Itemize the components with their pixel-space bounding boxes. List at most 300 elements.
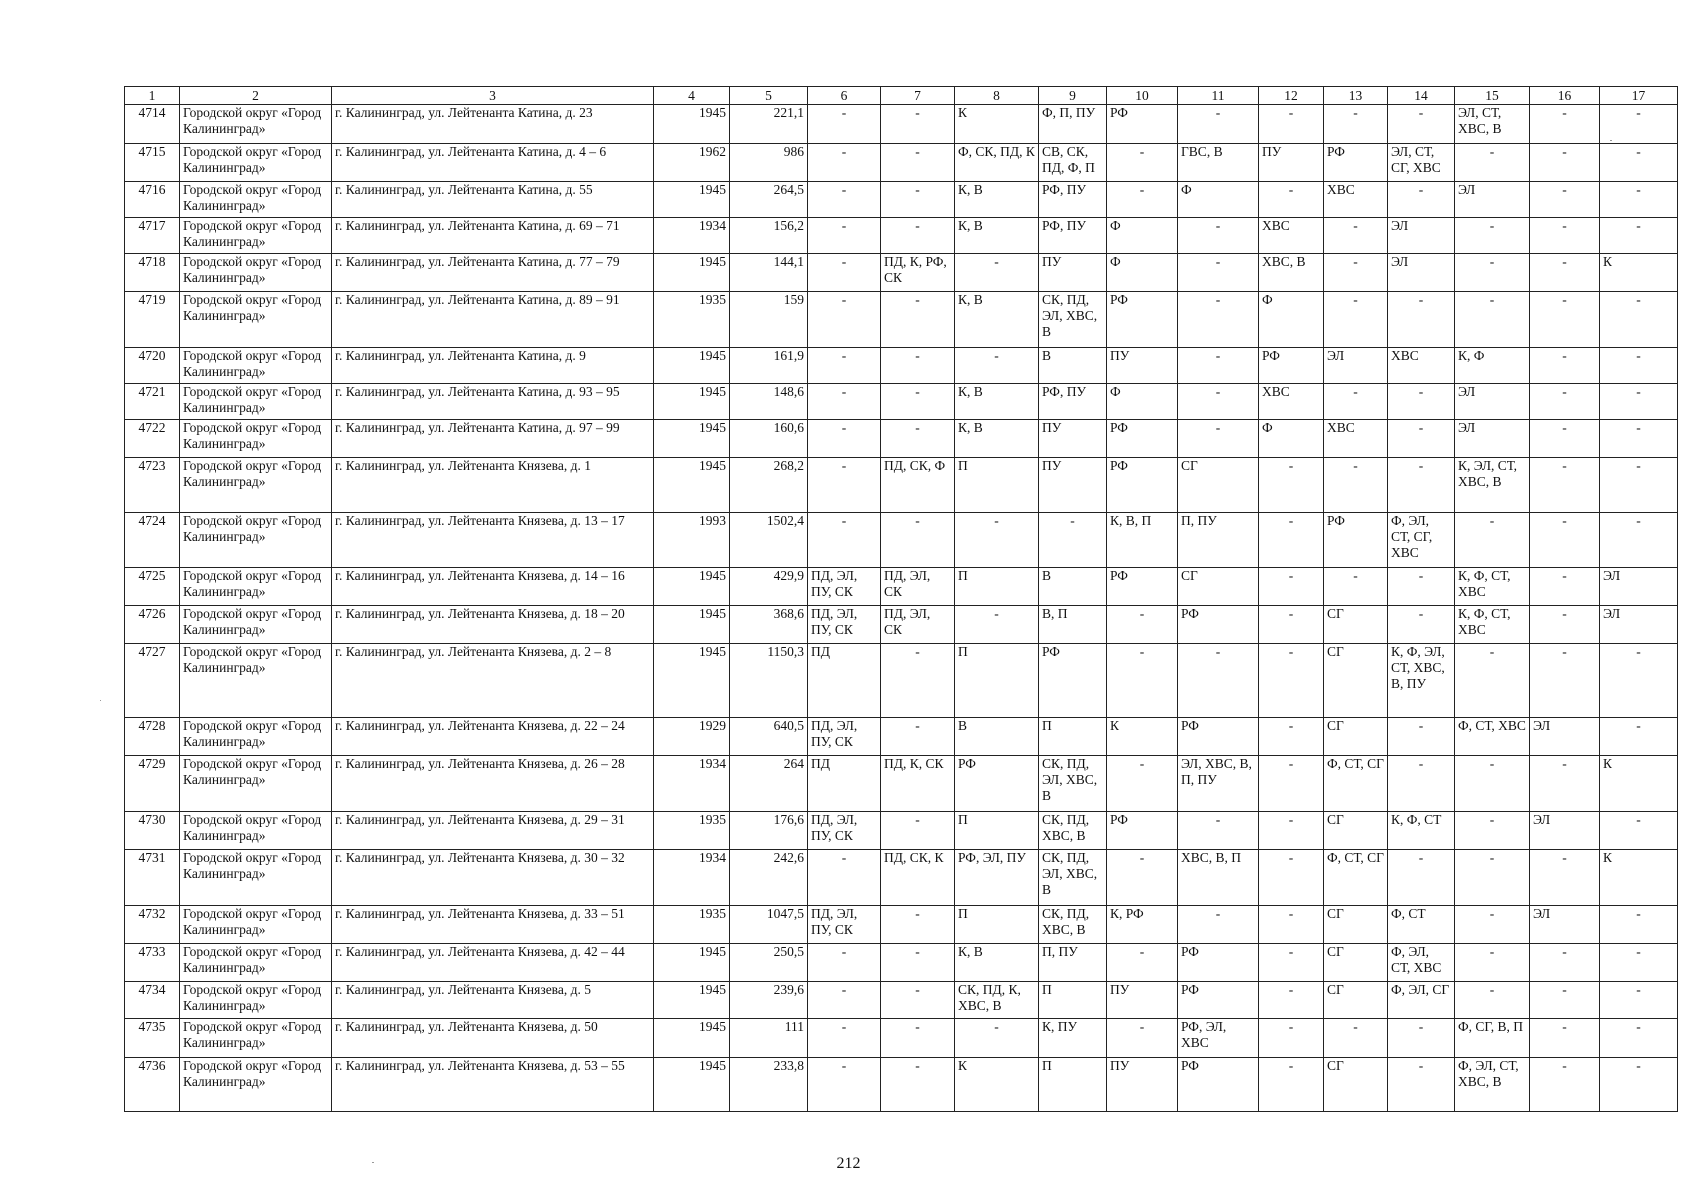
column-header: 17 — [1600, 87, 1678, 105]
register-table — [124, 86, 1678, 1112]
table-cell: - — [1039, 513, 1107, 568]
column-header: 7 — [881, 87, 955, 105]
table-cell: - — [1600, 1058, 1678, 1112]
table-cell: Городской округ «Город Калининград» — [180, 254, 332, 292]
table-cell: - — [1259, 982, 1324, 1019]
table-cell: К, Ф, СТ — [1388, 812, 1455, 850]
table-cell: СК, ПД, ХВС, В — [1039, 906, 1107, 944]
table-cell: г. Калининград, ул. Лейтенанта Князева, д. 53 – 55 — [332, 1058, 654, 1112]
table-cell: К, В — [955, 384, 1039, 420]
table-cell: - — [1600, 458, 1678, 513]
table-cell: К, Ф, СТ, ХВС — [1455, 568, 1530, 606]
table-cell: РФ — [1178, 718, 1259, 756]
table-cell: - — [1259, 718, 1324, 756]
table-cell: СГ — [1178, 568, 1259, 606]
table-cell: Ф — [1107, 254, 1178, 292]
table-cell: К, Ф, ЭЛ, СТ, ХВС, В, ПУ — [1388, 644, 1455, 718]
table-cell: РФ — [1324, 513, 1388, 568]
table-cell: г. Калининград, ул. Лейтенанта Катина, д. 55 — [332, 182, 654, 218]
table-cell: - — [881, 1019, 955, 1058]
table-cell: - — [1107, 850, 1178, 906]
table-cell: - — [1530, 420, 1600, 458]
table-cell: РФ — [1178, 944, 1259, 982]
table-cell: Городской округ «Город Калининград» — [180, 292, 332, 348]
table-row — [125, 812, 1678, 850]
table-cell: Ф, СТ, ХВС — [1455, 718, 1530, 756]
table-cell: ПД, К, СК — [881, 756, 955, 812]
table-cell: - — [955, 606, 1039, 644]
column-header: 6 — [808, 87, 881, 105]
table-cell: Городской округ «Город Калининград» — [180, 218, 332, 254]
table-cell: Ф — [1259, 292, 1324, 348]
table-cell: - — [1107, 182, 1178, 218]
table-cell: РФ — [1107, 458, 1178, 513]
table-cell: г. Калининград, ул. Лейтенанта Катина, д. 4 – 6 — [332, 144, 654, 182]
table-row — [125, 513, 1678, 568]
table-cell: - — [1600, 384, 1678, 420]
table-cell: Городской округ «Город Калининград» — [180, 348, 332, 384]
table-cell: К, В — [955, 420, 1039, 458]
table-cell: г. Калининград, ул. Лейтенанта Катина, д. 97 – 99 — [332, 420, 654, 458]
table-cell: - — [1530, 568, 1600, 606]
table-cell: г. Калининград, ул. Лейтенанта Князева, д. 33 – 51 — [332, 906, 654, 944]
table-cell: К — [955, 1058, 1039, 1112]
table-cell: РФ — [1107, 812, 1178, 850]
table-cell: 4722 — [125, 420, 180, 458]
table-cell: ЭЛ — [1455, 384, 1530, 420]
table-cell: ЭЛ — [1455, 182, 1530, 218]
table-cell: ПД, СК, К — [881, 850, 955, 906]
table-cell: - — [1530, 254, 1600, 292]
table-cell: г. Калининград, ул. Лейтенанта Катина, д. 69 – 71 — [332, 218, 654, 254]
table-cell: - — [808, 458, 881, 513]
column-header: 14 — [1388, 87, 1455, 105]
table-cell: - — [1178, 384, 1259, 420]
table-cell: - — [1107, 644, 1178, 718]
table-cell: - — [1455, 850, 1530, 906]
table-cell: - — [1455, 254, 1530, 292]
table-cell: 1945 — [654, 458, 730, 513]
table-cell: Городской округ «Город Калининград» — [180, 144, 332, 182]
table-cell: П — [955, 458, 1039, 513]
table-cell: Городской округ «Город Калининград» — [180, 513, 332, 568]
table-cell: ПД, СК, Ф — [881, 458, 955, 513]
table-row — [125, 568, 1678, 606]
table-cell: г. Калининград, ул. Лейтенанта Князева, д. 14 – 16 — [332, 568, 654, 606]
table-row — [125, 1058, 1678, 1112]
table-cell: ПУ — [1107, 1058, 1178, 1112]
table-cell: ЭЛ, СТ, ХВС, В — [1455, 105, 1530, 144]
table-cell: - — [1324, 384, 1388, 420]
table-cell: - — [881, 1058, 955, 1112]
table-cell: Ф — [1178, 182, 1259, 218]
table-cell: - — [955, 1019, 1039, 1058]
table-cell: ЭЛ — [1530, 718, 1600, 756]
table-cell: Ф, ЭЛ, СТ, ХВС — [1388, 944, 1455, 982]
table-row — [125, 420, 1678, 458]
table-cell: 233,8 — [730, 1058, 808, 1112]
table-cell: 1945 — [654, 606, 730, 644]
table-cell: К, ПУ — [1039, 1019, 1107, 1058]
table-cell: г. Калининград, ул. Лейтенанта Катина, д. 77 – 79 — [332, 254, 654, 292]
column-header: 11 — [1178, 87, 1259, 105]
table-cell: 4726 — [125, 606, 180, 644]
table-cell: К — [1600, 850, 1678, 906]
column-header: 16 — [1530, 87, 1600, 105]
table-cell: В — [1039, 348, 1107, 384]
table-cell: Городской округ «Город Калининград» — [180, 568, 332, 606]
table-cell: Ф, ЭЛ, СТ, ХВС, В — [1455, 1058, 1530, 1112]
table-cell: 4717 — [125, 218, 180, 254]
table-cell: - — [1259, 812, 1324, 850]
column-header: 4 — [654, 87, 730, 105]
table-cell: 1934 — [654, 756, 730, 812]
table-cell: Городской округ «Город Калининград» — [180, 906, 332, 944]
table-cell: ПД, ЭЛ, ПУ, СК — [808, 606, 881, 644]
table-row — [125, 144, 1678, 182]
column-number-header — [125, 87, 1678, 105]
table-cell: - — [881, 384, 955, 420]
table-cell: - — [808, 218, 881, 254]
table-cell: ПД, ЭЛ, СК — [881, 606, 955, 644]
table-cell: ХВС — [1259, 384, 1324, 420]
table-cell: - — [1388, 292, 1455, 348]
table-cell: Ф, СК, ПД, К — [955, 144, 1039, 182]
table-cell: 264,5 — [730, 182, 808, 218]
table-cell: К, Ф, СТ, ХВС — [1455, 606, 1530, 644]
table-cell: ЭЛ — [1455, 420, 1530, 458]
table-cell: 1945 — [654, 644, 730, 718]
table-cell: - — [1178, 906, 1259, 944]
table-cell: К — [1600, 756, 1678, 812]
table-row — [125, 982, 1678, 1019]
table-cell: 1945 — [654, 420, 730, 458]
table-cell: В — [955, 718, 1039, 756]
table-cell: СК, ПД, ЭЛ, ХВС, В — [1039, 850, 1107, 906]
table-cell: К, В — [955, 182, 1039, 218]
table-cell: РФ, ПУ — [1039, 384, 1107, 420]
table-cell: ПУ — [1107, 348, 1178, 384]
table-cell: - — [881, 218, 955, 254]
table-cell: РФ — [1107, 105, 1178, 144]
table-cell: - — [1600, 906, 1678, 944]
table-cell: - — [808, 144, 881, 182]
table-cell: - — [1324, 105, 1388, 144]
table-cell: - — [881, 644, 955, 718]
column-header: 1 — [125, 87, 180, 105]
table-cell: РФ — [1259, 348, 1324, 384]
table-cell: 1945 — [654, 568, 730, 606]
table-cell: - — [1455, 944, 1530, 982]
table-cell: 4718 — [125, 254, 180, 292]
table-cell: ХВС, В — [1259, 254, 1324, 292]
table-row — [125, 105, 1678, 144]
table-cell: - — [1600, 182, 1678, 218]
column-header: 5 — [730, 87, 808, 105]
table-cell: Ф, СГ, В, П — [1455, 1019, 1530, 1058]
table-cell: 1929 — [654, 718, 730, 756]
table-cell: - — [1600, 718, 1678, 756]
table-cell: 4727 — [125, 644, 180, 718]
table-cell: Городской округ «Город Калининград» — [180, 982, 332, 1019]
table-row — [125, 292, 1678, 348]
table-cell: Городской округ «Город Калининград» — [180, 944, 332, 982]
table-cell: ЭЛ — [1530, 812, 1600, 850]
table-cell: П — [1039, 718, 1107, 756]
table-cell: 159 — [730, 292, 808, 348]
table-cell: - — [1388, 384, 1455, 420]
table-row — [125, 458, 1678, 513]
table-cell: 4721 — [125, 384, 180, 420]
table-row — [125, 644, 1678, 718]
table-cell: - — [1455, 756, 1530, 812]
table-cell: 1945 — [654, 348, 730, 384]
table-cell: - — [1178, 254, 1259, 292]
table-cell: 4729 — [125, 756, 180, 812]
table-cell: 4714 — [125, 105, 180, 144]
table-cell: - — [1388, 606, 1455, 644]
table-cell: - — [1178, 644, 1259, 718]
table-cell: - — [808, 292, 881, 348]
table-cell: Ф, СТ — [1388, 906, 1455, 944]
table-cell: - — [1600, 944, 1678, 982]
table-cell: Городской округ «Город Калининград» — [180, 182, 332, 218]
table-cell: - — [1530, 1019, 1600, 1058]
table-cell: РФ — [955, 756, 1039, 812]
table-row — [125, 218, 1678, 254]
table-cell: Ф — [1107, 384, 1178, 420]
table-cell: - — [881, 812, 955, 850]
table-cell: Городской округ «Город Калининград» — [180, 105, 332, 144]
table-cell: - — [808, 1019, 881, 1058]
table-cell: - — [1259, 1019, 1324, 1058]
table-cell: 986 — [730, 144, 808, 182]
table-cell: Городской округ «Город Калининград» — [180, 1019, 332, 1058]
table-cell: 161,9 — [730, 348, 808, 384]
table-cell: СГ — [1324, 606, 1388, 644]
column-header: 15 — [1455, 87, 1530, 105]
table-cell: ПД, ЭЛ, СК — [881, 568, 955, 606]
table-cell: 156,2 — [730, 218, 808, 254]
table-cell: 4734 — [125, 982, 180, 1019]
table-cell: - — [1388, 1019, 1455, 1058]
scan-speck — [1610, 140, 1612, 141]
table-cell: ЭЛ — [1600, 568, 1678, 606]
page-number: 212 — [836, 1155, 861, 1172]
table-cell: ХВС — [1324, 420, 1388, 458]
table-cell: 4725 — [125, 568, 180, 606]
table-cell: 221,1 — [730, 105, 808, 144]
table-row — [125, 182, 1678, 218]
table-cell: СВ, СК, ПД, Ф, П — [1039, 144, 1107, 182]
table-cell: 4724 — [125, 513, 180, 568]
table-cell: г. Калининград, ул. Лейтенанта Князева, д. 5 — [332, 982, 654, 1019]
table-cell: Городской округ «Город Калининград» — [180, 812, 332, 850]
table-cell: 1935 — [654, 906, 730, 944]
table-cell: Городской округ «Город Калининград» — [180, 850, 332, 906]
table-cell: 4720 — [125, 348, 180, 384]
table-cell: 239,6 — [730, 982, 808, 1019]
table-cell: П — [1039, 982, 1107, 1019]
table-cell: - — [1259, 644, 1324, 718]
table-cell: - — [1259, 906, 1324, 944]
table-row — [125, 718, 1678, 756]
table-cell: - — [1324, 458, 1388, 513]
table-cell: РФ — [1178, 1058, 1259, 1112]
table-cell: 4719 — [125, 292, 180, 348]
table-cell: - — [808, 105, 881, 144]
table-cell: - — [1178, 105, 1259, 144]
table-cell: 1945 — [654, 982, 730, 1019]
table-cell: - — [1600, 292, 1678, 348]
table-cell: ПД, ЭЛ, ПУ, СК — [808, 812, 881, 850]
table-cell: 148,6 — [730, 384, 808, 420]
table-cell: - — [1455, 982, 1530, 1019]
table-cell: СК, ПД, ЭЛ, ХВС, В — [1039, 292, 1107, 348]
table-cell: - — [1259, 756, 1324, 812]
table-cell: г. Калининград, ул. Лейтенанта Князева, д. 13 – 17 — [332, 513, 654, 568]
table-cell: - — [808, 944, 881, 982]
table-cell: - — [1178, 420, 1259, 458]
table-body — [125, 105, 1678, 1112]
table-cell: - — [808, 1058, 881, 1112]
table-cell: 4735 — [125, 1019, 180, 1058]
table-cell: Городской округ «Город Калининград» — [180, 644, 332, 718]
table-cell: 4732 — [125, 906, 180, 944]
table-cell: - — [1455, 218, 1530, 254]
table-row — [125, 254, 1678, 292]
table-cell: Городской округ «Город Калининград» — [180, 606, 332, 644]
table-cell: П — [955, 812, 1039, 850]
table-cell: ПУ — [1039, 458, 1107, 513]
table-cell: 4730 — [125, 812, 180, 850]
table-cell: - — [1388, 458, 1455, 513]
table-cell: - — [808, 348, 881, 384]
table-cell: ЭЛ — [1600, 606, 1678, 644]
table-cell: - — [1259, 606, 1324, 644]
table-cell: 264 — [730, 756, 808, 812]
table-cell: - — [1530, 182, 1600, 218]
table-cell: Городской округ «Город Калининград» — [180, 384, 332, 420]
table-cell: г. Калининград, ул. Лейтенанта Князева, д. 29 – 31 — [332, 812, 654, 850]
table-cell: РФ — [1324, 144, 1388, 182]
table-cell: ПД — [808, 756, 881, 812]
table-cell: П, ПУ — [1178, 513, 1259, 568]
table-cell: ЭЛ, СТ, СГ, ХВС — [1388, 144, 1455, 182]
table-cell: 1945 — [654, 105, 730, 144]
table-cell: ЭЛ — [1530, 906, 1600, 944]
table-cell: - — [1530, 850, 1600, 906]
table-cell: Ф, СТ, СГ — [1324, 756, 1388, 812]
table-cell: 1935 — [654, 812, 730, 850]
table-cell: 640,5 — [730, 718, 808, 756]
table-cell: СГ — [1324, 644, 1388, 718]
table-cell: ХВС, В, П — [1178, 850, 1259, 906]
table-cell: РФ, ПУ — [1039, 182, 1107, 218]
table-cell: ХВС — [1388, 348, 1455, 384]
table-cell: - — [1530, 292, 1600, 348]
table-cell: 1945 — [654, 254, 730, 292]
table-cell: К, В — [955, 944, 1039, 982]
table-cell: г. Калининград, ул. Лейтенанта Катина, д. 23 — [332, 105, 654, 144]
table-cell: Городской округ «Город Калининград» — [180, 1058, 332, 1112]
table-cell: - — [1600, 982, 1678, 1019]
table-cell: ГВС, В — [1178, 144, 1259, 182]
table-cell: - — [1530, 982, 1600, 1019]
table-cell: - — [1388, 1058, 1455, 1112]
table-cell: - — [1259, 944, 1324, 982]
table-cell: П — [1039, 1058, 1107, 1112]
table-cell: 4736 — [125, 1058, 180, 1112]
table-cell: К — [955, 105, 1039, 144]
table-cell: Городской округ «Город Калининград» — [180, 718, 332, 756]
table-cell: К, Ф — [1455, 348, 1530, 384]
table-row — [125, 850, 1678, 906]
table-cell: г. Калининград, ул. Лейтенанта Катина, д. 9 — [332, 348, 654, 384]
table-cell: ЭЛ — [1388, 218, 1455, 254]
table-cell: К, В — [955, 218, 1039, 254]
table-cell: ПУ — [1107, 982, 1178, 1019]
column-header: 12 — [1259, 87, 1324, 105]
table-cell: - — [1530, 756, 1600, 812]
table-cell: - — [881, 420, 955, 458]
table-cell: - — [1324, 292, 1388, 348]
table-cell: СГ — [1324, 944, 1388, 982]
table-cell: К, В — [955, 292, 1039, 348]
table-cell: - — [808, 420, 881, 458]
table-cell: 1934 — [654, 850, 730, 906]
table-cell: ПД, ЭЛ, ПУ, СК — [808, 906, 881, 944]
table-cell: 4728 — [125, 718, 180, 756]
table-cell: - — [1530, 105, 1600, 144]
table-cell: г. Калининград, ул. Лейтенанта Катина, д. 89 – 91 — [332, 292, 654, 348]
table-cell: 1962 — [654, 144, 730, 182]
table-cell: ПД, ЭЛ, ПУ, СК — [808, 718, 881, 756]
table-cell: - — [808, 850, 881, 906]
table-cell: СГ — [1324, 718, 1388, 756]
table-cell: - — [1259, 513, 1324, 568]
table-cell: - — [1600, 218, 1678, 254]
table-cell: РФ — [1178, 606, 1259, 644]
table-cell: - — [1324, 1019, 1388, 1058]
table-cell: г. Калининград, ул. Лейтенанта Князева, д. 22 – 24 — [332, 718, 654, 756]
table-cell: - — [1600, 420, 1678, 458]
table-cell: - — [808, 513, 881, 568]
table-cell: П, ПУ — [1039, 944, 1107, 982]
table-cell: 4716 — [125, 182, 180, 218]
table-cell: - — [1600, 105, 1678, 144]
table-cell: - — [1600, 144, 1678, 182]
table-row — [125, 906, 1678, 944]
table-cell: - — [1324, 254, 1388, 292]
table-cell: - — [1455, 144, 1530, 182]
table-cell: - — [1455, 812, 1530, 850]
table-cell: - — [808, 982, 881, 1019]
table-cell: СГ — [1324, 982, 1388, 1019]
table-cell: - — [881, 906, 955, 944]
table-cell: ПД, ЭЛ, ПУ, СК — [808, 568, 881, 606]
table-cell: 1945 — [654, 1019, 730, 1058]
table-cell: - — [1324, 568, 1388, 606]
table-cell: - — [808, 254, 881, 292]
table-cell: 429,9 — [730, 568, 808, 606]
table-cell: РФ, ЭЛ, ХВС — [1178, 1019, 1259, 1058]
table-cell: г. Калининград, ул. Лейтенанта Князева, д. 1 — [332, 458, 654, 513]
table-cell: 250,5 — [730, 944, 808, 982]
table-cell: - — [1530, 348, 1600, 384]
table-cell: В, П — [1039, 606, 1107, 644]
table-cell: - — [955, 513, 1039, 568]
